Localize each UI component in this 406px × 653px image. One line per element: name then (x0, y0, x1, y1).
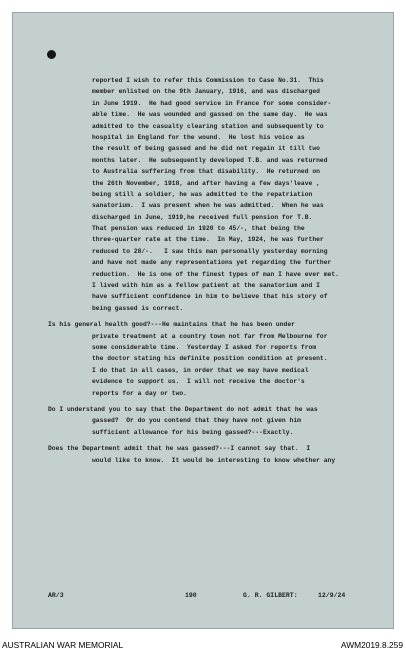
text-line: sufficient allowance for his being gassed?---Exactly. (92, 428, 294, 436)
text-line: to Australia suffering from that disability. He returned on (92, 168, 320, 176)
text-line: reduced to 28/-. I saw this man personally yesterday morning (92, 247, 328, 255)
text-line: sanatorium. I was present when he was admitted. When he was (92, 202, 324, 210)
text-line: Is his general health good?---He maintains that he has been under (48, 321, 295, 329)
archive-id: AWM2019.8.259 (340, 640, 403, 650)
text-line: That pension was reduced in 1920 to 45/-, that being the (92, 225, 305, 233)
text-line: being gassed is correct. (92, 304, 184, 312)
document-footer (13, 592, 395, 604)
text-line: able time. He was wounded and gassed on the same day. He was (92, 111, 328, 119)
footer-page-number: 190 (185, 592, 197, 599)
text-line: being still a soldier, he was admitted to the repatriation (92, 190, 313, 198)
text-line: the 26th November, 1918, and after having a few days'leave , (92, 179, 320, 187)
text-line: the result of being gassed and he did not regain it till two (92, 145, 320, 153)
text-line: reported I wish to refer this Commission to Case No.31. This (92, 77, 324, 84)
text-line: in June 1919. He had good service in France for some consider- (92, 99, 332, 107)
text-line: the doctor stating his definite position condition at present. (92, 355, 328, 363)
text-line: discharged in June, 1919,he received full pension for T.B. (92, 213, 313, 221)
archive-caption: AUSTRALIAN WAR MEMORIAL (2, 640, 124, 650)
text-line: member enlisted on the 9th January, 1916, and was discharged (92, 88, 320, 96)
text-line: hospital in England for the wound. He lost his voice as (92, 133, 305, 141)
text-line: reduction. He is one of the finest types of man I have ever met. (92, 270, 339, 278)
footer-ref: AR/3 (48, 592, 64, 599)
text-line: I do that in all cases, in order that we may have medical (92, 366, 309, 374)
text-line: reports for a day or two. (92, 389, 187, 397)
text-line: would like to know. It would be interesting to know whether any (92, 456, 336, 464)
document-body (13, 75, 395, 466)
footer-date: 12/9/24 (318, 592, 346, 599)
text-line: some considerable time. Yesterday I asked for reports from (92, 343, 317, 351)
text-line: I lived with him as a fellow patient at the sanatorium and I (92, 282, 320, 290)
text-line: admitted to the casualty clearing station and subsequently to (92, 122, 324, 130)
footer-witness: G. R. GILBERT: (243, 592, 298, 599)
punch-hole (47, 50, 56, 59)
text-line: Does the Department admit that he was gassed?---I cannot say that. I (48, 445, 311, 453)
document-page (12, 12, 394, 629)
text-line: gassed? Or do you contend that they have not given him (92, 417, 301, 425)
text-line: have sufficient confidence in him to believe that his story of (92, 293, 328, 301)
text-line: and have not made any representations yet regarding the further (92, 259, 332, 267)
text-line: Do I understand you to say that the Department do not admit that he was (48, 405, 318, 413)
text-line: evidence to support us. I will not receive the doctor's (92, 378, 305, 386)
text-line: months later. He subsequently developed T.B. and was returned (92, 156, 328, 164)
text-line: private treatment at a country town not far from Melbourne for (92, 332, 328, 340)
text-line: three-quarter rate at the time. In May, 1924, he was further (92, 236, 324, 244)
